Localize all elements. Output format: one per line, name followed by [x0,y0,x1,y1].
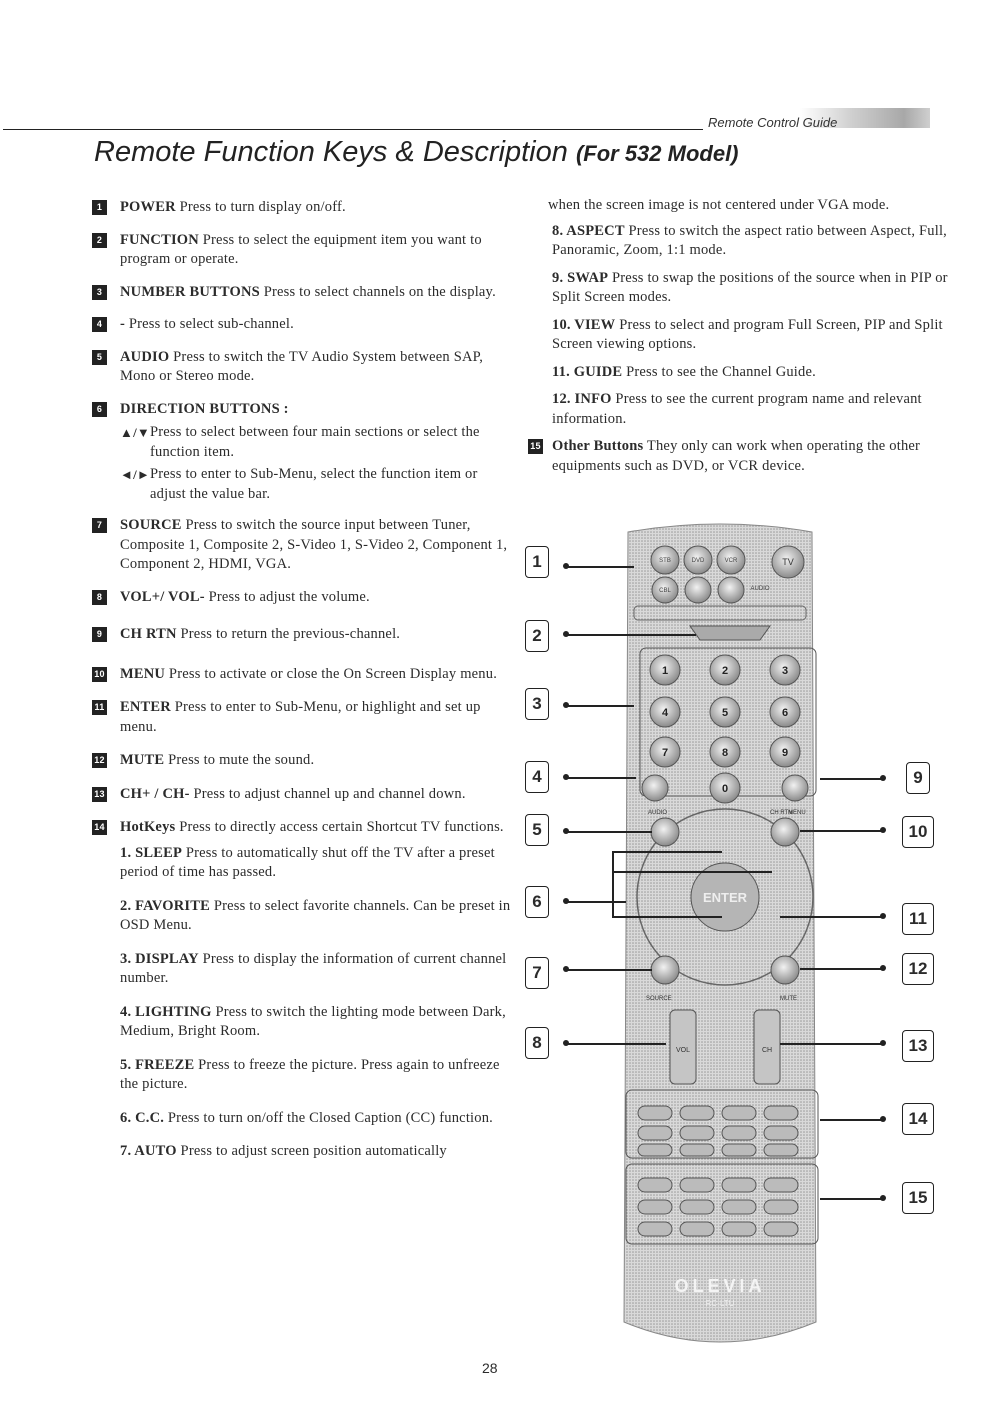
key-label-stb: STB [659,558,671,564]
callout-1: 1 [525,546,549,578]
leader-dot [880,913,886,919]
item-function: 2 FUNCTION Press to select the equipment item you want to program or operate. [92,231,512,270]
digit-3-label: 3 [781,665,789,677]
item-number: 5 [92,350,107,365]
leader-8 [566,1043,666,1045]
key-label-vcr: VCR [724,558,738,564]
callout-5: 5 [525,814,549,846]
hk-3 [722,1106,756,1120]
leader-dot [880,1040,886,1046]
item-number: 11 [92,700,107,715]
hotkey-display: 3. DISPLAY Press to display the information of current channel number. [120,950,507,986]
key-sat [685,577,711,603]
hk-7 [722,1126,756,1140]
item-audio: 5 AUDIO Press to switch the TV Audio System between SAP, Mono or Stereo mode. [92,348,512,387]
item-hotkeys: 14 HotKeys Press to directly access certain Shortcut TV functions. [92,818,512,838]
hotkey-sleep: 1. SLEEP Press to automatically shut off the TV after a preset period of time has passed. [120,844,495,880]
item-number: 13 [92,787,107,802]
ob-1 [638,1178,672,1192]
item-other-buttons: 15 Other Buttons They only can work when operating the other equipments such as DVD, or VCR device. [528,437,948,476]
brand-model: RC-LTU [705,1299,735,1308]
ob-5 [638,1200,672,1214]
leader-9 [820,778,882,780]
item-ch: 13 CH+ / CH- Press to adjust channel up and channel down. [92,785,512,805]
hk-12 [764,1144,798,1156]
leader-1 [566,566,634,568]
digit-6-label: 6 [781,707,789,719]
item-number: 3 [92,285,107,300]
hotkey-aspect: 8. ASPECT Press to switch the aspect ratio between Aspect, Full, Panoramic, Zoom, 1:1 mode. [552,222,948,258]
label-audio: AUDIO [648,810,668,816]
digit-8-label: 8 [721,747,729,759]
leader-11 [780,916,882,918]
item-enter: 11 ENTER Press to enter to Sub-Menu, or highlight and set up menu. [92,698,512,737]
callout-6: 6 [525,886,549,918]
leader-dot [563,563,569,569]
label-ch-rtn: CH RTN [770,810,793,816]
digit-4-label: 4 [661,707,669,719]
leader-6-bracket [612,851,614,917]
callout-8: 8 [525,1027,549,1059]
key-label-tv: TV [782,557,794,567]
digit-7-label: 7 [661,747,669,759]
ob-6 [680,1200,714,1214]
enter-label: ENTER [702,890,748,905]
leader-2 [566,634,696,636]
digit-9-label: 9 [781,747,789,759]
page-title [94,136,739,169]
key-label-cbl: CBL [659,588,671,594]
digit-2-label: 2 [721,665,729,677]
item-number: 6 [92,402,107,417]
remote-body [624,524,816,1342]
page-number: 28 [482,1360,498,1376]
hotkey-auto: 7. AUTO Press to adjust screen position automatically [120,1143,447,1159]
ob-9 [638,1222,672,1236]
callout-9: 9 [906,762,930,794]
item-menu: 10 MENU Press to activate or close the On Screen Display menu. [92,665,512,685]
ob-8 [764,1200,798,1214]
leader-14 [820,1119,882,1121]
callout-7: 7 [525,957,549,989]
running-header: Remote Control Guide [708,115,838,130]
callout-4: 4 [525,761,549,793]
ob-10 [680,1222,714,1236]
title-text: Remote Function Keys & Description [94,136,568,168]
leader-7 [566,969,652,971]
hotkey-guide: 11. GUIDE Press to see the Channel Guide. [552,363,816,380]
callout-13: 13 [902,1030,934,1062]
leader-dot [880,1116,886,1122]
leader-4 [566,777,636,779]
remote-illustration [620,522,820,1350]
label-ch: CH [761,1047,773,1054]
item-number: 7 [92,518,107,533]
label-mute: MUTE [780,996,797,1002]
item-dash: 4 - Press to select sub-channel. [92,315,512,335]
hk-11 [722,1144,756,1156]
auto-continued: when the screen image is not centered under VGA mode. [548,197,890,213]
leader-6 [566,901,626,903]
hotkey-lighting: 4. LIGHTING Press to switch the lighting mode between Dark, Medium, Bright Room. [120,1003,506,1039]
item-number: 1 [92,200,107,215]
ob-4 [764,1178,798,1192]
ob-3 [722,1178,756,1192]
leader-5 [566,831,652,833]
item-mute: 12 MUTE Press to mute the sound. [92,751,512,771]
digit-1-label: 1 [661,665,669,677]
leader-6-right [612,871,772,873]
leader-dot [563,702,569,708]
ob-11 [722,1222,756,1236]
callout-11: 11 [902,903,934,935]
hotkey-favorite: 2. FAVORITE Press to select favorite channels. Can be preset in OSD Menu. [120,897,511,933]
brand-logo: OLEVIA [674,1276,766,1296]
leader-dot [880,1195,886,1201]
item-number: 15 [528,439,543,454]
item-number-buttons: 3 NUMBER BUTTONS Press to select channels on the display. [92,283,512,303]
hotkey-view: 10. VIEW Press to select and program Full Screen, PIP and Split Screen viewing options. [552,316,943,352]
callout-3: 3 [525,688,549,720]
callout-14: 14 [902,1103,934,1135]
hotkey-swap: 9. SWAP Press to swap the positions of the source when in PIP or Split Screen modes. [552,269,948,305]
title-model: (For 532 Model) [575,141,739,166]
left-column [92,198,512,1162]
item-number: 2 [92,233,107,248]
key-audio [651,818,679,846]
leader-10 [800,830,882,832]
hk-1 [638,1106,672,1120]
key-label-audio: AUDIO [750,586,770,592]
item-number: 9 [92,627,107,642]
key-audio-src [718,577,744,603]
direction-leftright: ◄/► Press to enter to Sub-Menu, select the function item or adjust the value bar. [120,466,478,502]
callout-2: 2 [525,620,549,652]
leader-dot [880,965,886,971]
leader-dot [880,827,886,833]
item-number: 10 [92,667,107,682]
label-source: SOURCE [646,996,672,1002]
item-vol: 8 VOL+/ VOL- Press to adjust the volume. [92,588,512,608]
hk-6 [680,1126,714,1140]
item-ch-rtn: 9 CH RTN Press to return the previous-channel. [92,625,512,645]
hk-8 [764,1126,798,1140]
label-menu: MENU [788,810,806,816]
hk-10 [680,1144,714,1156]
key-ch-rtn [782,775,808,801]
item-source: 7 SOURCE Press to switch the source input between Tuner, Composite 1, Composite 2, S-Video 1, S-Video 2, Component 1, Component 2, HDMI, VGA. [92,516,512,575]
ob-2 [680,1178,714,1192]
callout-12: 12 [902,953,934,985]
leader-dot [563,774,569,780]
key-dash [642,775,668,801]
item-number: 12 [92,753,107,768]
ob-12 [764,1222,798,1236]
hk-9 [638,1144,672,1156]
leader-dot [563,898,569,904]
leader-dot [563,966,569,972]
item-direction: 6 DIRECTION BUTTONS : [92,400,512,420]
item-number: 4 [92,317,107,332]
hotkey-freeze: 5. FREEZE Press to freeze the picture. Press again to unfreeze the picture. [120,1056,500,1092]
key-mute [771,956,799,984]
direction-updown: ▲/▼ Press to select between four main sections or select the function item. [120,424,480,460]
item-power: 1 POWER Press to turn display on/off. [92,198,512,218]
hotkey-info: 12. INFO Press to see the current program name and relevant information. [552,391,922,427]
leader-12 [800,968,882,970]
item-number: 8 [92,590,107,605]
leader-6-top [612,851,722,853]
label-vol: VOL [675,1047,691,1054]
hk-5 [638,1126,672,1140]
leader-6-bottom [612,916,722,918]
leader-15 [820,1198,882,1200]
hotkey-cc: 6. C.C. Press to turn on/off the Closed Caption (CC) function. [120,1109,493,1126]
key-source [651,956,679,984]
digit-5-label: 5 [721,707,729,719]
key-label-dvd: DVD [691,558,705,564]
callout-10: 10 [902,816,934,848]
ob-7 [722,1200,756,1214]
leader-dot [563,828,569,834]
header-rule [3,129,703,130]
key-menu [771,818,799,846]
leader-dot [563,631,569,637]
leader-dot [880,775,886,781]
leader-dot [563,1040,569,1046]
hk-2 [680,1106,714,1120]
item-number: 14 [92,820,107,835]
leader-13 [780,1043,882,1045]
hk-4 [764,1106,798,1120]
digit-0-label: 0 [721,783,729,795]
leader-3 [566,705,634,707]
key-function [690,626,770,640]
callout-15: 15 [902,1182,934,1214]
right-column [528,196,948,476]
